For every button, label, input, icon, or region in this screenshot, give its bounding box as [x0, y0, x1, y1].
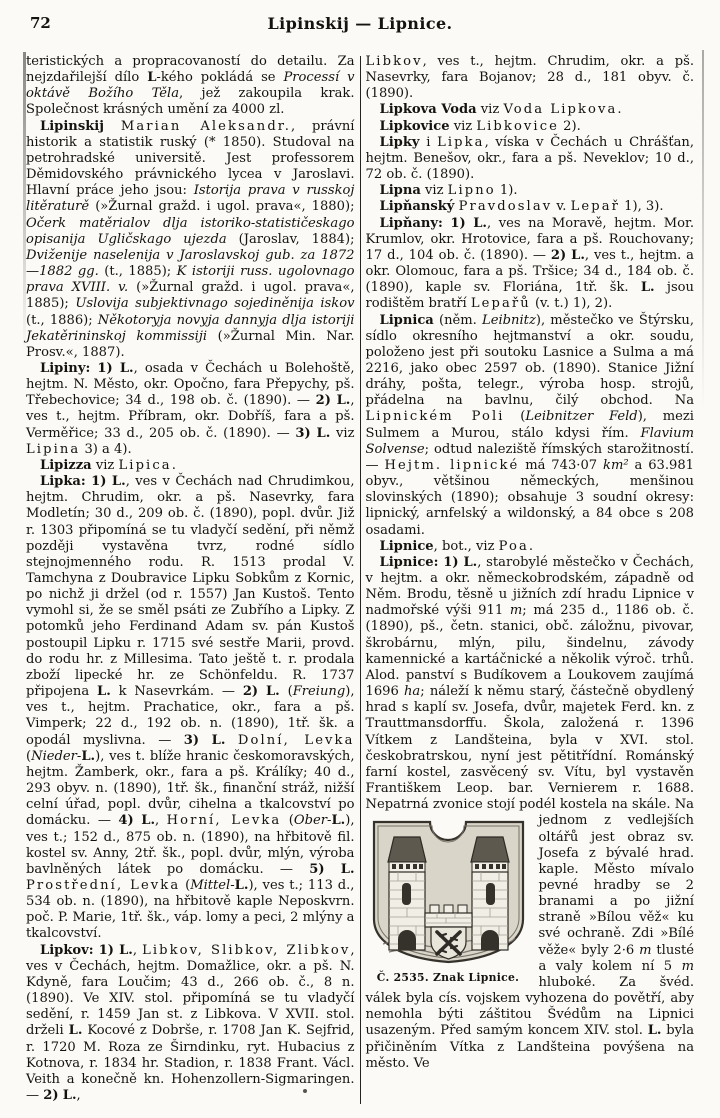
page-number: 72 [30, 14, 51, 32]
entry-lipizza: Lipizza viz Lipica. [40, 457, 176, 473]
entry-lipnica: Lipnica (něm. Leibnitz), městečko ve Štýrsku, sídlo okresního hejtmanství a okr. soudu, položeno jest při soutoku Lasnice a Sulma a má 2216, jako obec 2597 ob. (1890). Stanice Jižní dráhy, pošta, telegr., výroba hosp. strojů, přádelna na bavlnu, čilý obchod. Na Lipnickém Poli (Leibnitzer Feld), mezi Sulmem a Murou, stálo kdysi řím. Flavium Solvense; odtud naleziště římských starožitností. — Hejtm. lipnické má 743·07 km² a 63.981 obyv., většinou německých, menšinou slovinských (1890); obsahuje 3 soudní okresy: lipnický, arnfelský a wildonský, a 84 obce s 208 osadami. [365, 312, 695, 538]
entry-lipkovice: Lipkovice viz Libkovice 2). [379, 118, 581, 134]
entry-lipkov: Lipkov: 1) L., Libkov, Slibkov, Zlibkov, ves v Čechách, hejtm. Domažlice, okr. a pš. N. Kdyně, fara Loučim; 43 d., 266 ob. č., 8 n. (1890). Ve XIV. stol. připomíná se tu vladyčí sedění, r. 1459 Jan st. z Libkova. V XVII. stol. drželi L. Kocové z Dobrše, r. 1708 Jan K. Sejfrid, r. 1720 M. Roza ze Širndinku, ryt. Hubacius z Kotnova, r. 1834 hr. Stadion, r. 1838 Frant. Václ. Veith a konečně kn. Hohenzollern-Sigmaringen. — 2) L., [26, 942, 355, 1103]
entry-lipnice-bot: Lipnice, bot., viz Poa. [379, 538, 534, 554]
figure-caption: Č. 2535. Znak Lipnice. [376, 971, 520, 985]
ink-dot-artifact [303, 1089, 307, 1093]
entry-lipinskij: Lipinskij Marian Aleksandr., právní historik a statistik ruský (* 1850). Studoval na petrohradské universitě. Jest professorem Děmidovského právnického lycea v Jaroslavi. Hlavní práce jeho jsou: Istorija prava v russkoj litěraturě (»Žurnal gražd. i ugol. prava«, 1880); Očerk matěrialov dlja istoriko-statističeskago opisanija Ugličskago ujezda (Jaroslav, 1884); Dviženije naselenija v Jaroslavskoj gub. za 1872—1882 gg. (t., 1885); K istoriji russ. ugolovnago prava XVIII. v. (»Žurnal gražd. i ugol. prava«, 1885); Uslovija subjektivnago sojediněnija iskov (t., 1886); Někotoryja novyja dannyja dlja istoriji Jekatěrininskoj kommissiji (»Žurnal Min. Nar. Prosv.«, 1887). [26, 118, 355, 360]
continuation-text: Libkov, ves t., hejtm. Chrudim, okr. a pš. Nasevrky, fara Bojanov; 28 d., 181 obyv. č. (1890). [365, 54, 694, 102]
column-left [26, 54, 355, 1104]
entry-lipnansky: Lipňanský Pravdoslav v. Lepař 1), 3). [379, 199, 664, 215]
page-header [0, 0, 720, 52]
znak-lipnice-figure [366, 817, 531, 986]
coat-of-arms-image [367, 817, 530, 967]
entry-lipnany: Lipňany: 1) L., ves na Moravě, hejtm. Mor. Krumlov, okr. Hrotovice, fara a pš. Rouchovany; 17 d., 104 ob. č. (1890). — 2) L., ves t., hejtm. a okr. Olomouc, fara a pš. Tršice; 34 d., 184 ob. č. (1890), kaple sv. Floriána, 1tř. šk. L. jsou rodištěm bratří Lepařů (v. t.) 1), 2). [365, 215, 694, 312]
entry-lipiny: Lipiny: 1) L., osada v Čechách u Bolehoště, hejtm. N. Město, okr. Opočno, fara Přepychy, pš. Třebechovice; 34 d., 198 ob. č. (1890). — 2) L., ves t., hejtm. Příbram, okr. Dobříš, fara a pš. Verměřice; 33 d., 205 ob. č. (1890). — 3) L. viz Lipina 3) a 4). [26, 360, 355, 457]
entry-lipna: Lipna viz Lipno 1). [379, 183, 518, 199]
continuation-text: teristických a propracovaností do detailu. Za nejzdařilejší dílo L-kého pokládá se Processí v oktávě Božího Těla, jež zakoupila krak. Společnost krásných umění za 4000 zl. [26, 54, 355, 118]
entry-lipnice-town: Lipnice: 1) L., starobylé městečko v Čechách, v hejtm. a okr. německobrodském, západně od Něm. Brodu, těsně u jižních zdí hradu Lipnice v nadmořské výši 911 m; má 235 d., 1186 ob. č. (1890), pš., četn. stanici, obč. záložnu, pivovar, škrobárnu, mlýn, pilu, šindelnu, závody kamennické a kartáčnické a několik výroč. trhů. Alod. panství s Budíkovem a Loukovem zaujímá 1696 ha; náleží k němu starý, částečně obydlený hrad s kaplí sv. Josefa, dvůr, majetek Ferd. kn. z Trauttmansdorffu. Škola, založená r. 1396 Vítkem z Landšteina, byla v XVI. stol. českobratrskou, nyní jest pětitřídní. Románský farní kostel, zasvěcený sv. Vítu, byl vystavěn Františkem Leop. bar. Vernierem r. 1688. Nepatrná zvonice stojí podél kostela na skále. Na jednom Č. 2535. Znak Lipnice. z vedlejších oltářů jest obraz sv. Josefa z bývalé hrad. kaple. Město mívalo pevné hradby se 2 branami a po jižní straně »Bílou věž« ku své ochraně. Zdi »Bílé věže« byly 2·6 m tlusté a valy kolem ní 5 m hluboké. Za švéd. válek byla cís. vojskem vyhozena do povětří, aby nemohla býti záštitou Švédům na Lipnici usazeným. Před samým koncem XIV. stol. L. byla přičiněním Vítka z Landšteina povýšena na město. Ve [365, 554, 694, 1071]
text-columns [0, 54, 720, 1104]
column-right [366, 54, 695, 1104]
page-title: Lipinskij — Lipnice. [267, 14, 453, 33]
entry-lipka: Lipka: 1) L., ves v Čechách nad Chrudimkou, hejtm. Chrudim, okr. a pš. Nasevrky, fara Modletín; 30 d., 209 ob. č. (1890), popl. dvůr. Již r. 1303 připomíná se tu vladyčí sedění, při němž později vystavěna tvrz, rodné sídlo stejnojmenného rodu. R. 1513 prodal V. Tamchyna z Doubravice Lipku Sobkům z Kornic, po nichž ji držel (od r. 1557) Jan Kustoš. Tento vymohl si, že se směl psáti ze Zubřího a Lipky. Z potomků jeho Ferdinand Adam sv. pán Kustoš postoupil Lipku r. 1715 své sestře Marii, provd. do rodu hr. z Millesima. Tato ještě t. r. prodala zboží lipecké hr. ze Schönfeldu. R. 1737 připojena L. k Nasevrkám. — 2) L. (Freiung), ves t., hejtm. Prachatice, okr., fara a pš. Vimperk; 22 d., 192 ob. n. (1890), 1tř. šk. a opodál myslivna. — 3) L. Dolní, Levka (Nieder-L.), ves t. blíže hranic českomoravských, hejtm. Žamberk, okr., fara a pš. Králíky; 40 d., 293 obyv. n. (1890), 1tř. šk., finanční stráž, nižší celní úřad, popl. dvůr, cihelna a tkalcovství po domácku. — 4) L., Horní, Levka (Ober-L.), ves t.; 152 d., 875 ob. n. (1890), na hřbitově fil. kostel sv. Anny, 2tř. šk., popl. dvůr, mlýn, výroba bavlněných látek po domácku. — 5) L. Prostřední, Levka (Mittel-L.), ves t.; 113 d., 534 ob. n. (1890), na hřbitově kaple Neposkvrn. poč. P. Marie, 1tř. šk., váp. lomy a peci, 2 mlýny a tkalcovství. [26, 474, 355, 942]
entry-lipky: Lipky i Lipka, víska v Čechách u Chrášťan, hejtm. Benešov, okr., fara a pš. Neveklov; 10 d., 72 ob. č. (1890). [365, 134, 695, 183]
scan-artifact-left [23, 52, 26, 352]
column-divider [360, 56, 361, 1104]
scan-artifact-right [702, 50, 704, 410]
entry-lipkova-voda: Lipkova Voda viz Voda Lipkova. [379, 102, 622, 118]
